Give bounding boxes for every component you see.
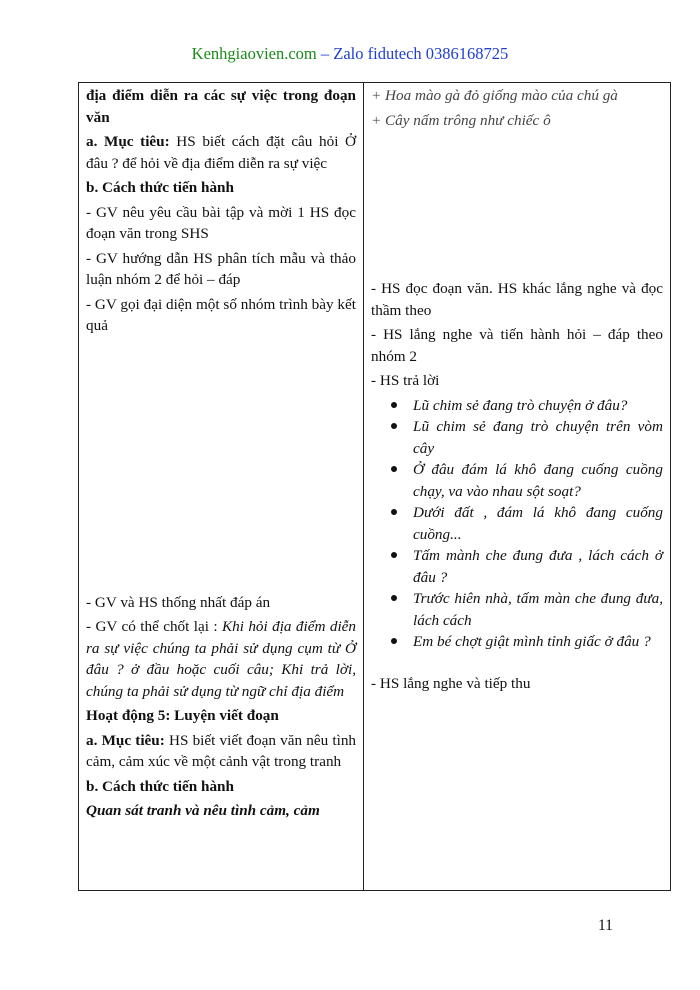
list-item: Trước hiên nhà, tấm màn che đung đưa, lách cách <box>413 588 663 631</box>
list-item: Lũ chim sẻ đang trò chuyện ở đâu? <box>413 395 663 417</box>
activity-5-heading: Hoạt động 5: Luyện viết đoạn <box>86 707 279 724</box>
step-2: - GV hướng dẫn HS phân tích mẫu và thảo luận nhóm 2 để hỏi – đáp <box>86 249 356 288</box>
contact-info: Zalo fidutech 0386168725 <box>333 44 509 63</box>
list-item: Ở đâu đám lá khô đang cuống cuồng chạy, va vào nhau sột soạt? <box>413 459 663 502</box>
page-header <box>0 43 700 65</box>
list-item: Em bé chợt giật mình tỉnh giấc ở đâu ? <box>413 631 663 653</box>
header-separator: – <box>316 44 334 63</box>
list-item: Tấm mành che đung đưa , lách cách ở đâu ? <box>413 545 663 588</box>
spacer <box>371 653 663 673</box>
plus-icon: + <box>371 87 382 104</box>
goal-text: HS biết cách đặt câu hỏi Ở đâu ? để hỏi về địa điểm diễn ra sự việc <box>86 133 356 172</box>
goal-2 <box>86 730 356 773</box>
student-read: - HS đọc đoạn văn. HS khác lắng nghe và đọc thầm theo <box>371 280 663 319</box>
table-row <box>79 83 671 891</box>
answer-list <box>371 395 663 653</box>
teacher-column <box>79 83 364 891</box>
page-number: 11 <box>598 917 613 934</box>
student-answer: - HS trả lời <box>371 372 440 389</box>
method-heading: b. Cách thức tiến hành <box>86 179 234 196</box>
conclude-prefix: - GV có thể chốt lại : <box>86 618 222 635</box>
agree-step: - GV và HS thống nhất đáp án <box>86 593 271 611</box>
plus-icon: + <box>371 111 382 129</box>
goal <box>86 131 356 174</box>
section-heading: địa điểm diễn ra các sự việc trong đoạn văn <box>86 87 356 126</box>
observe-instruction: Quan sát tranh và nêu tình cảm, cảm <box>86 802 320 819</box>
step-1: - GV nêu yêu cầu bài tập và mời 1 HS đọc đoạn văn trong SHS <box>86 203 356 242</box>
list-item: Lũ chim sẻ đang trò chuyện trên vòm cây <box>413 416 663 459</box>
student-listen: - HS lắng nghe và tiếp thu <box>371 674 531 692</box>
spacer <box>371 134 663 278</box>
site-name: Kenhgiaovien.com <box>191 44 317 63</box>
list-item: Dưới đất , đám lá khô đang cuống cuồng... <box>413 502 663 545</box>
goal-label: a. Mục tiêu: <box>86 133 170 150</box>
example-2 <box>371 110 663 132</box>
example-1 <box>371 85 663 107</box>
example-2-text: Cây nấm trông như chiếc ô <box>381 111 551 129</box>
conclude-text: Khi hỏi địa điểm diễn ra sự việc chúng ta phải sử dụng cụm từ Ở đâu ? ở đầu hoặc cuối câu; Khi trả lời, chúng ta phải sử dụng từ ngữ chỉ địa điểm <box>86 618 356 700</box>
method-2-heading: b. Cách thức tiến hành <box>86 777 234 795</box>
example-1-text: Hoa mào gà đỏ giống mào của chú gà <box>381 87 618 104</box>
student-column <box>364 83 671 891</box>
goal-2-label: a. Mục tiêu: <box>86 731 165 749</box>
goal-2-text: HS biết viết đoạn văn nêu tình cảm, cảm xúc về một cảnh vật trong tranh <box>86 731 357 770</box>
conclude-step <box>86 616 356 702</box>
spacer <box>86 340 356 592</box>
lesson-table <box>78 82 671 891</box>
step-3: - GV gọi đại diện một số nhóm trình bày kết quả <box>86 295 356 334</box>
student-discuss: - HS lắng nghe và tiến hành hỏi – đáp theo nhóm 2 <box>371 326 663 365</box>
